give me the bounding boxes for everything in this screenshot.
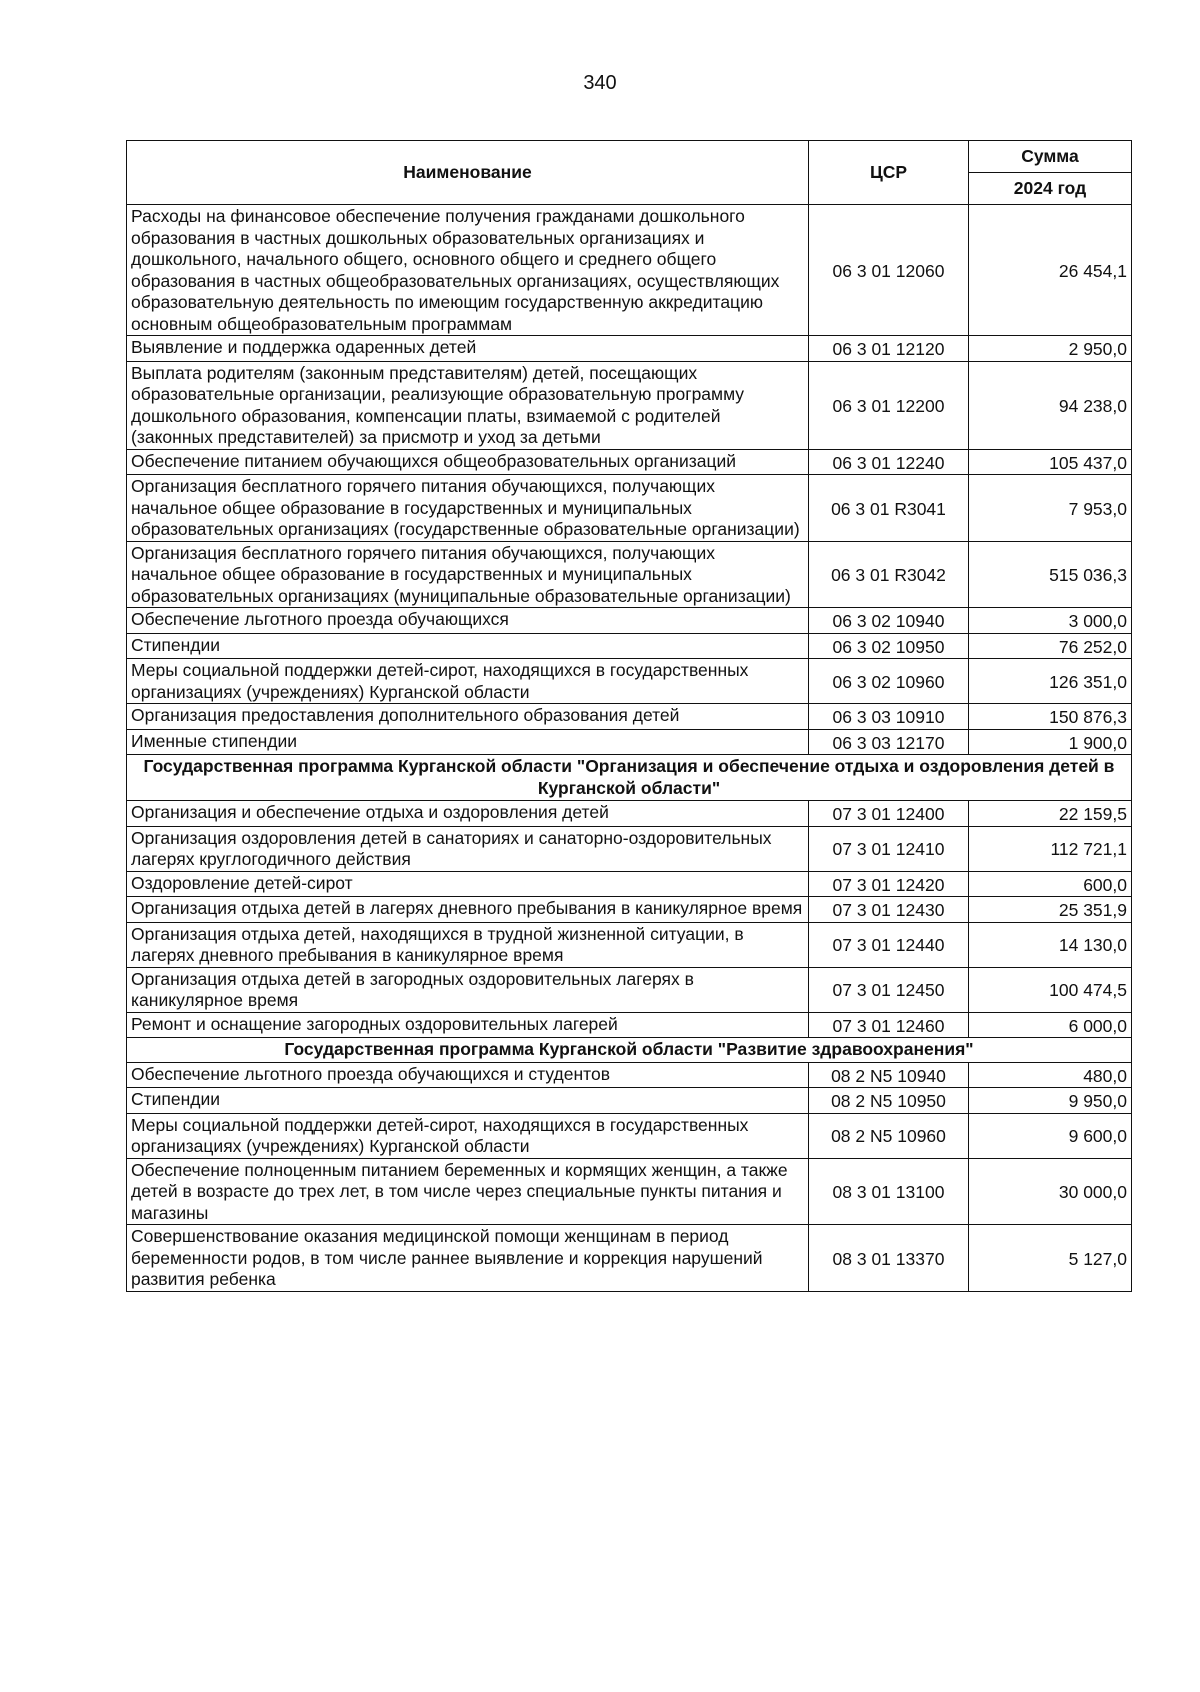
row-amount-cell: 1 900,0 <box>969 729 1132 755</box>
row-name-cell: Стипендии <box>127 633 809 659</box>
section-row <box>127 1038 1132 1063</box>
budget-table <box>126 140 1132 1292</box>
row-code-cell: 06 3 02 10940 <box>809 608 969 634</box>
section-title: Государственная программа Курганской области "Развитие здравоохранения" <box>127 1038 1132 1063</box>
row-name-cell: Организация предоставления дополнительного образования детей <box>127 704 809 730</box>
table-row <box>127 704 1132 730</box>
row-code-cell: 06 3 01 R3041 <box>809 475 969 542</box>
row-name-cell: Расходы на финансовое обеспечение получения гражданами дошкольного образования в частных дошкольных образовательных организациях и дошкольного, начального общего, основного общего и среднего общего образования в частных общеобразовательных организациях, осуществляющих образовательную деятельность по имеющим государственную аккредитацию основным общеобразовательным программам <box>127 205 809 336</box>
row-name-cell: Обеспечение льготного проезда обучающихся <box>127 608 809 634</box>
row-amount-cell: 5 127,0 <box>969 1225 1132 1292</box>
row-amount-cell: 14 130,0 <box>969 922 1132 967</box>
table-row <box>127 1062 1132 1088</box>
header-code: ЦСР <box>809 141 969 205</box>
table-row <box>127 729 1132 755</box>
row-amount-cell: 9 950,0 <box>969 1088 1132 1114</box>
header-year: 2024 год <box>969 173 1132 205</box>
row-amount-cell: 76 252,0 <box>969 633 1132 659</box>
row-name-cell: Организация отдыха детей в загородных оздоровительных лагерях в каникулярное время <box>127 967 809 1012</box>
row-amount-cell: 25 351,9 <box>969 897 1132 923</box>
table-row <box>127 871 1132 897</box>
table-row <box>127 1113 1132 1158</box>
row-amount-cell: 3 000,0 <box>969 608 1132 634</box>
row-name-cell: Меры социальной поддержки детей-сирот, находящихся в государственных организациях (учреждениях) Курганской области <box>127 659 809 704</box>
table-row <box>127 449 1132 475</box>
row-code-cell: 06 3 03 12170 <box>809 729 969 755</box>
row-code-cell: 06 3 03 10910 <box>809 704 969 730</box>
row-amount-cell: 150 876,3 <box>969 704 1132 730</box>
table-row <box>127 1158 1132 1225</box>
row-name-cell: Именные стипендии <box>127 729 809 755</box>
row-code-cell: 06 3 01 R3042 <box>809 541 969 608</box>
row-name-cell: Совершенствование оказания медицинской помощи женщинам в период беременности родов, в том числе раннее выявление и коррекция нарушений развития ребенка <box>127 1225 809 1292</box>
row-name-cell: Выплата родителям (законным представителям) детей, посещающих образовательные организации, реализующие образовательную программу дошкольного образования, компенсации платы, взимаемой с родителей (законных представителей) за присмотр и уход за детьми <box>127 361 809 449</box>
table-row <box>127 826 1132 871</box>
row-name-cell: Организация отдыха детей в лагерях дневного пребывания в каникулярное время <box>127 897 809 923</box>
row-name-cell: Обеспечение питанием обучающихся общеобразовательных организаций <box>127 449 809 475</box>
row-code-cell: 08 3 01 13100 <box>809 1158 969 1225</box>
header-sum: Сумма <box>969 141 1132 173</box>
table-body <box>127 205 1132 1292</box>
row-amount-cell: 112 721,1 <box>969 826 1132 871</box>
table-row <box>127 659 1132 704</box>
row-name-cell: Организация отдыха детей, находящихся в трудной жизненной ситуации, в лагерях дневного пребывания в каникулярное время <box>127 922 809 967</box>
table-row <box>127 1225 1132 1292</box>
table-row <box>127 541 1132 608</box>
row-code-cell: 07 3 01 12460 <box>809 1012 969 1038</box>
row-code-cell: 06 3 01 12200 <box>809 361 969 449</box>
row-code-cell: 07 3 01 12410 <box>809 826 969 871</box>
row-code-cell: 07 3 01 12430 <box>809 897 969 923</box>
row-amount-cell: 2 950,0 <box>969 336 1132 362</box>
row-name-cell: Организация и обеспечение отдыха и оздоровления детей <box>127 801 809 827</box>
row-code-cell: 07 3 01 12450 <box>809 967 969 1012</box>
row-amount-cell: 30 000,0 <box>969 1158 1132 1225</box>
row-code-cell: 07 3 01 12420 <box>809 871 969 897</box>
table-row <box>127 1088 1132 1114</box>
row-code-cell: 06 3 01 12060 <box>809 205 969 336</box>
table-row <box>127 633 1132 659</box>
table-row <box>127 608 1132 634</box>
row-name-cell: Оздоровление детей-сирот <box>127 871 809 897</box>
row-amount-cell: 126 351,0 <box>969 659 1132 704</box>
row-code-cell: 08 3 01 13370 <box>809 1225 969 1292</box>
row-amount-cell: 515 036,3 <box>969 541 1132 608</box>
row-code-cell: 06 3 01 12120 <box>809 336 969 362</box>
section-row <box>127 755 1132 801</box>
table-row <box>127 336 1132 362</box>
row-code-cell: 06 3 01 12240 <box>809 449 969 475</box>
row-name-cell: Меры социальной поддержки детей-сирот, находящихся в государственных организациях (учреждениях) Курганской области <box>127 1113 809 1158</box>
table-row <box>127 475 1132 542</box>
row-code-cell: 08 2 N5 10940 <box>809 1062 969 1088</box>
table-row <box>127 967 1132 1012</box>
row-amount-cell: 600,0 <box>969 871 1132 897</box>
row-name-cell: Обеспечение полноценным питанием беременных и кормящих женщин, а также детей в возрасте до трех лет, в том числе через специальные пункты питания и магазины <box>127 1158 809 1225</box>
row-amount-cell: 7 953,0 <box>969 475 1132 542</box>
row-amount-cell: 26 454,1 <box>969 205 1132 336</box>
row-name-cell: Организация бесплатного горячего питания обучающихся, получающих начальное общее образование в государственных и муниципальных образовательных организациях (государственные образовательные организации) <box>127 475 809 542</box>
row-code-cell: 08 2 N5 10950 <box>809 1088 969 1114</box>
row-name-cell: Стипендии <box>127 1088 809 1114</box>
table-row <box>127 1012 1132 1038</box>
table-row <box>127 922 1132 967</box>
row-code-cell: 06 3 02 10950 <box>809 633 969 659</box>
row-amount-cell: 480,0 <box>969 1062 1132 1088</box>
row-amount-cell: 22 159,5 <box>969 801 1132 827</box>
table-row <box>127 361 1132 449</box>
section-title: Государственная программа Курганской области "Организация и обеспечение отдыха и оздоровления детей в Курганской области" <box>127 755 1132 801</box>
row-amount-cell: 94 238,0 <box>969 361 1132 449</box>
table-row <box>127 897 1132 923</box>
row-name-cell: Организация оздоровления детей в санаториях и санаторно-оздоровительных лагерях круглогодичного действия <box>127 826 809 871</box>
page-number: 340 <box>583 72 617 94</box>
row-code-cell: 08 2 N5 10960 <box>809 1113 969 1158</box>
row-amount-cell: 100 474,5 <box>969 967 1132 1012</box>
row-code-cell: 07 3 01 12400 <box>809 801 969 827</box>
row-name-cell: Обеспечение льготного проезда обучающихся и студентов <box>127 1062 809 1088</box>
row-name-cell: Ремонт и оснащение загородных оздоровительных лагерей <box>127 1012 809 1038</box>
row-amount-cell: 9 600,0 <box>969 1113 1132 1158</box>
row-name-cell: Организация бесплатного горячего питания обучающихся, получающих начальное общее образование в государственных и муниципальных образовательных организациях (муниципальные образовательные организации) <box>127 541 809 608</box>
row-code-cell: 06 3 02 10960 <box>809 659 969 704</box>
table-row <box>127 801 1132 827</box>
row-code-cell: 07 3 01 12440 <box>809 922 969 967</box>
row-amount-cell: 6 000,0 <box>969 1012 1132 1038</box>
row-amount-cell: 105 437,0 <box>969 449 1132 475</box>
header-name: Наименование <box>127 141 809 205</box>
table-row <box>127 205 1132 336</box>
row-name-cell: Выявление и поддержка одаренных детей <box>127 336 809 362</box>
